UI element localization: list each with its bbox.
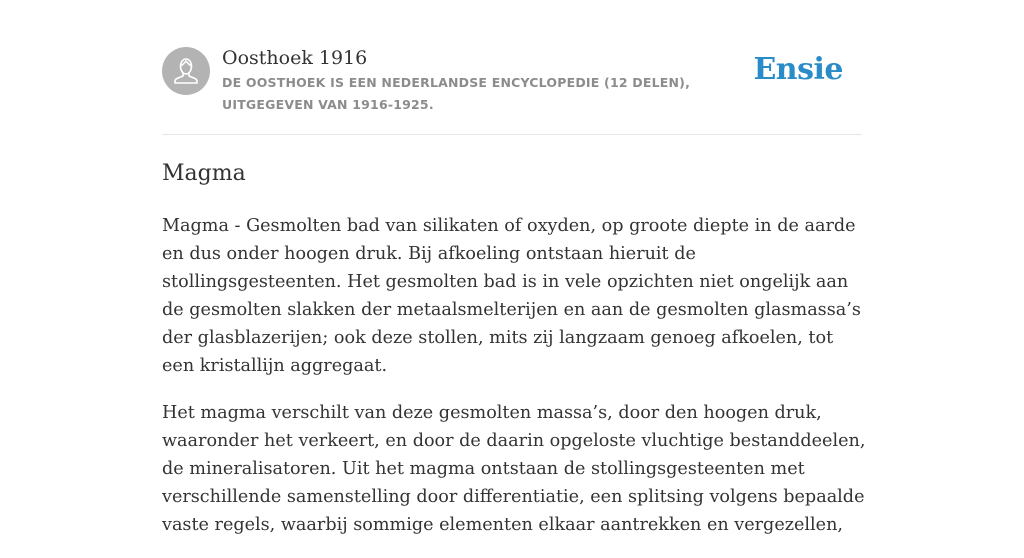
article-title: Magma <box>162 161 246 186</box>
source-avatar[interactable] <box>162 47 210 95</box>
user-icon <box>162 47 210 95</box>
page-container <box>162 0 866 535</box>
source-name[interactable]: Oosthoek 1916 <box>222 47 368 69</box>
source-header <box>162 0 862 135</box>
article-paragraph: Magma - Gesmolten bad van silikaten of oxyden, op groote diepte in de aarde en dus onder hoogen druk. Bij afkoeling ontstaan hieruit de stollingsgesteenten. Het gesmolten bad is in vele opzichten niet ongelijk aan de gesmolten slakken der metaalsmelterijen en aan de gesmolten glasmassa’s der glasblazerijen; ook deze stollen, mits zij langzaam genoeg afkoelen, tot een kristallijn aggregaat. <box>162 216 861 376</box>
article-body <box>162 212 867 558</box>
source-description: DE OOSTHOEK IS EEN NEDERLANDSE ENCYCLOPEDIE (12 DELEN), UITGEGEVEN VAN 1916-1925. <box>222 75 691 112</box>
ensie-logo[interactable]: Ensie <box>753 52 843 87</box>
article-paragraph: Het magma verschilt van deze gesmolten massa’s, door den hoogen druk, waaronder het verkeert, en door de daarin opgeloste vluchtige bestanddeelen, de mineralisatoren. Uit het magma ontstaan de stollingsgesteenten met verschillende samenstelling door differentiatie, een splitsing volgens bepaalde vaste regels, waarbij sommige elementen elkaar aantrekken en vergezellen, <box>162 403 866 535</box>
